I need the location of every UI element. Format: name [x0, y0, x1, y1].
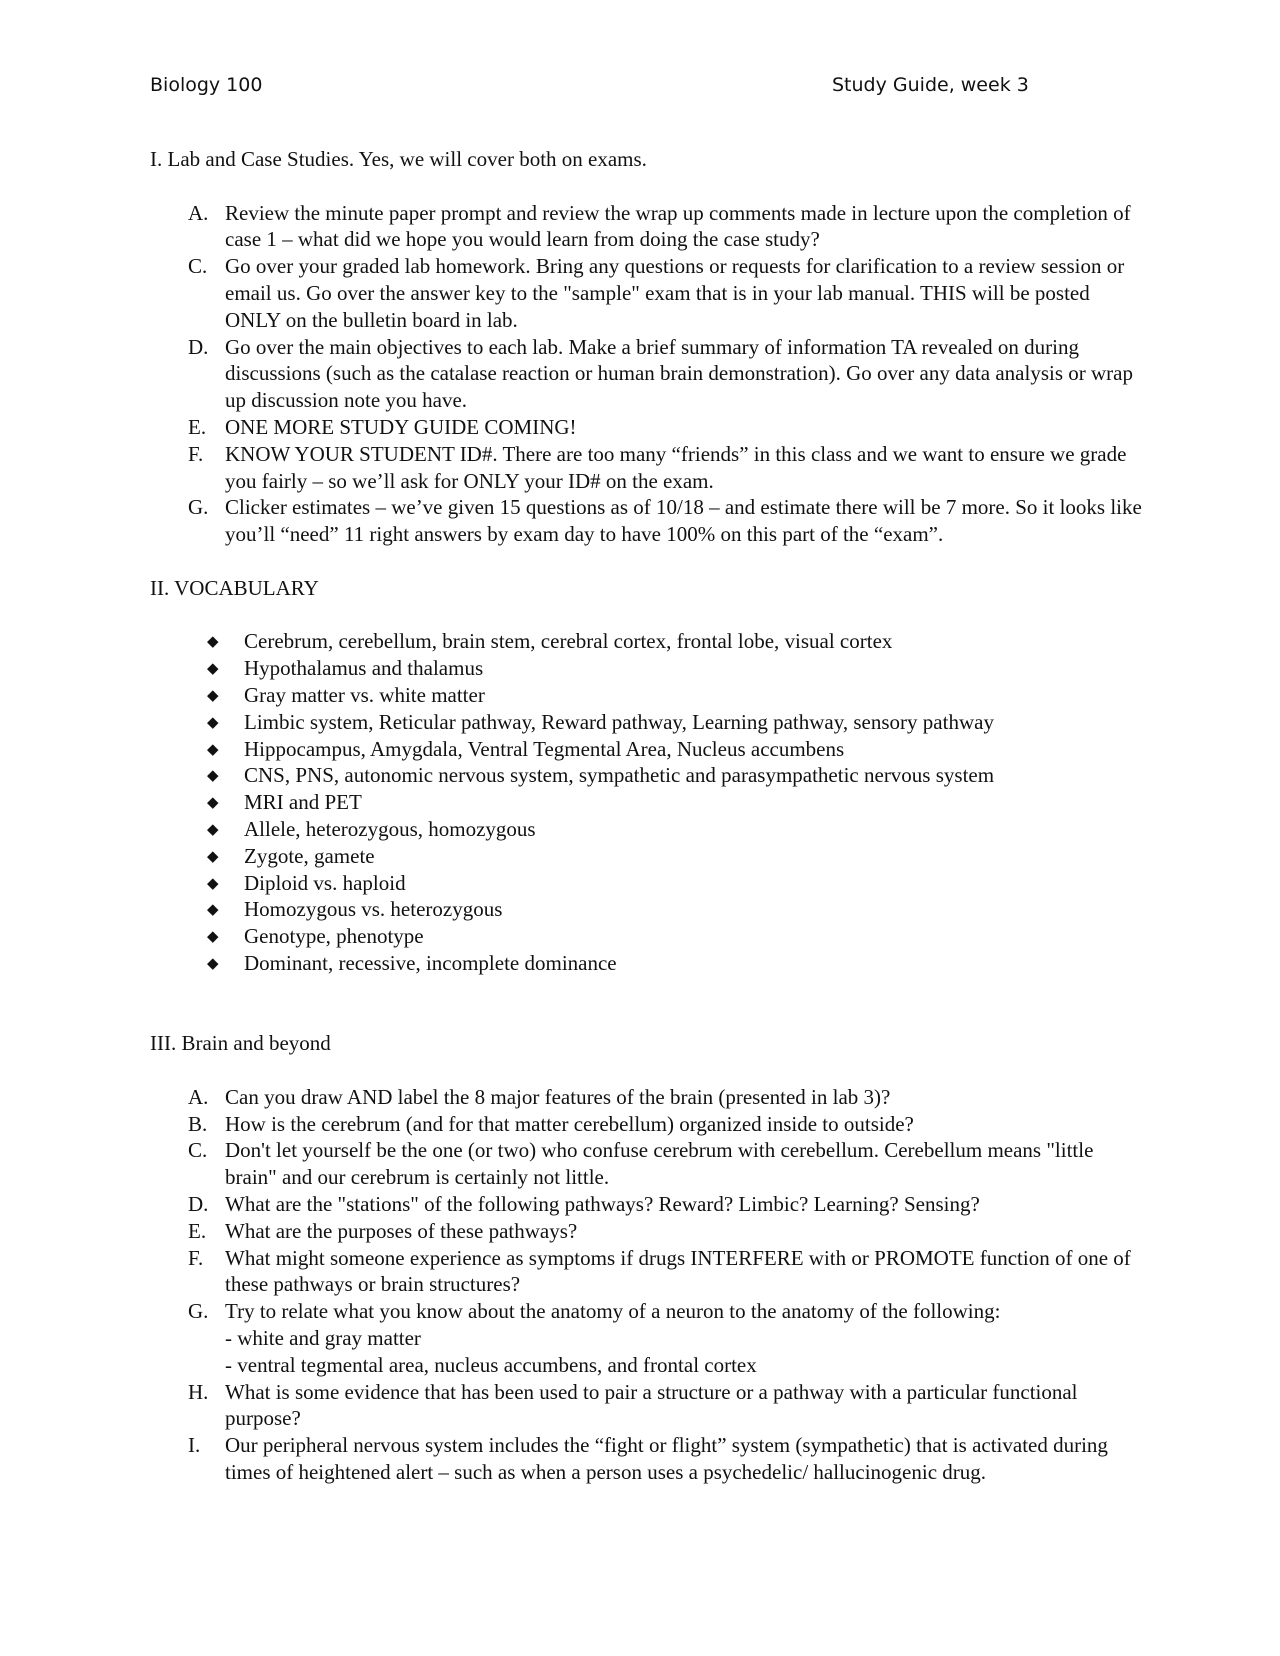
item-marker: D. [188, 1192, 209, 1217]
vocab-item [150, 762, 1150, 789]
vocab-item [150, 896, 1150, 923]
item-text: ONE MORE STUDY GUIDE COMING! [225, 414, 577, 439]
item-text: What is some evidence that has been used to pair a structure or a pathway with a particular functional purpose? [225, 1379, 1078, 1431]
item-text: Review the minute paper prompt and review the wrap up comments made in lecture upon the completion of case 1 – what did we hope you would learn from doing the case study? [225, 200, 1131, 252]
item-text: Try to relate what you know about the anatomy of a neuron to the anatomy of the following: [225, 1299, 1001, 1324]
diamond-bullet-icon: ◆ [207, 819, 219, 838]
vocabulary-list [150, 628, 1150, 976]
vocab-item [150, 870, 1150, 897]
vocab-text: Hippocampus, Amygdala, Ventral Tegmental Area, Nucleus accumbens [244, 736, 845, 761]
item-marker: A. [188, 1084, 209, 1109]
list-item [150, 1218, 1150, 1245]
item-text: Don't let yourself be the one (or two) who confuse cerebrum with cerebellum. Cerebellum means "little brain" and our cerebrum is certainly not little. [225, 1138, 1094, 1190]
diamond-bullet-icon: ◆ [207, 766, 219, 785]
vocab-item [150, 923, 1150, 950]
item-text: What are the "stations" of the following pathways? Reward? Limbic? Learning? Sensing? [225, 1192, 980, 1217]
vocab-item [150, 789, 1150, 816]
item-text: Can you draw AND label the 8 major features of the brain (presented in lab 3)? [225, 1084, 891, 1109]
item-marker: F. [188, 441, 204, 466]
item-marker: G. [188, 495, 209, 520]
section-3-title: III. Brain and beyond [150, 1031, 331, 1056]
item-text: How is the cerebrum (and for that matter cerebellum) organized inside to outside? [225, 1111, 914, 1136]
list-item [150, 1137, 1150, 1191]
vocab-text: Cerebrum, cerebellum, brain stem, cerebral cortex, frontal lobe, visual cortex [244, 629, 893, 654]
diamond-bullet-icon: ◆ [207, 846, 219, 865]
list-item [150, 200, 1150, 254]
vocab-text: Zygote, gamete [244, 843, 375, 868]
list-item [150, 253, 1150, 333]
list-item [150, 414, 1150, 441]
item-marker: A. [188, 200, 209, 225]
vocab-item [150, 843, 1150, 870]
diamond-bullet-icon: ◆ [207, 927, 219, 946]
sub-item-text: - ventral tegmental area, nucleus accumbens, and frontal cortex [225, 1352, 757, 1377]
item-text: What might someone experience as symptoms if drugs INTERFERE with or PROMOTE function of one of these pathways or brain structures? [225, 1245, 1131, 1297]
diamond-bullet-icon: ◆ [207, 712, 219, 731]
item-text: KNOW YOUR STUDENT ID#. There are too many “friends” in this class and we want to ensure we grade you fairly – so we’ll ask for ONLY your ID# on the exam. [225, 441, 1127, 493]
item-marker: B. [188, 1111, 208, 1136]
item-text: What are the purposes of these pathways? [225, 1218, 578, 1243]
diamond-bullet-icon: ◆ [207, 953, 219, 972]
vocab-text: Diploid vs. haploid [244, 870, 406, 895]
vocab-item [150, 950, 1150, 977]
list-item [150, 1298, 1150, 1378]
item-marker: C. [188, 254, 208, 279]
list-item [150, 1084, 1150, 1111]
vocab-item [150, 655, 1150, 682]
diamond-bullet-icon: ◆ [207, 659, 219, 678]
document-body [150, 146, 1150, 1513]
item-marker: G. [188, 1299, 209, 1324]
section-2-title: II. VOCABULARY [150, 575, 319, 600]
vocab-text: Dominant, recessive, incomplete dominance [244, 950, 617, 975]
item-marker: H. [188, 1379, 209, 1404]
section-1-title: I. Lab and Case Studies. Yes, we will cover both on exams. [150, 147, 647, 171]
vocab-text: Limbic system, Reticular pathway, Reward pathway, Learning pathway, sensory pathway [244, 709, 994, 734]
diamond-bullet-icon: ◆ [207, 685, 219, 704]
diamond-bullet-icon: ◆ [207, 739, 219, 758]
vocab-item [150, 709, 1150, 736]
list-item [150, 1191, 1150, 1218]
vocab-text: CNS, PNS, autonomic nervous system, sympathetic and parasympathetic nervous system [244, 763, 995, 788]
item-marker: E. [188, 414, 207, 439]
list-item [150, 494, 1150, 548]
diamond-bullet-icon: ◆ [207, 900, 219, 919]
diamond-bullet-icon: ◆ [207, 632, 219, 651]
vocab-text: Hypothalamus and thalamus [244, 656, 484, 681]
vocab-text: Genotype, phenotype [244, 924, 424, 949]
sub-item-text: - white and gray matter [225, 1326, 421, 1351]
list-item [150, 1111, 1150, 1138]
item-marker: E. [188, 1218, 207, 1243]
item-marker: F. [188, 1245, 204, 1270]
vocab-text: Homozygous vs. heterozygous [244, 897, 503, 922]
item-text: Our peripheral nervous system includes the “fight or flight” system (sympathetic) that is activated during times of heightened alert – such as when a person uses a psychedelic/ hallucinogenic drug. [225, 1433, 1108, 1485]
list-item [150, 441, 1150, 495]
section-3-list [150, 1084, 1150, 1486]
item-marker: C. [188, 1138, 208, 1163]
item-marker: I. [188, 1433, 201, 1458]
vocab-text: MRI and PET [244, 790, 362, 815]
vocab-text: Allele, heterozygous, homozygous [244, 816, 536, 841]
vocab-item [150, 816, 1150, 843]
vocab-text: Gray matter vs. white matter [244, 682, 485, 707]
item-text: Go over your graded lab homework. Bring any questions or requests for clarification to a review session or email us. Go over the answer key to the "sample" exam that is in your lab manual. THIS will be posted ONLY on the bulletin board in lab. [225, 254, 1125, 332]
list-item [150, 1379, 1150, 1433]
vocab-item [150, 682, 1150, 709]
list-item [150, 1245, 1150, 1299]
item-marker: D. [188, 334, 209, 359]
section-1-list [150, 200, 1150, 548]
item-text: Go over the main objectives to each lab. Make a brief summary of information TA revealed on during discussions (such as the catalase reaction or human brain demonstration). Go over any data analysis or wrap up discussion note you have. [225, 334, 1133, 413]
guide-header: Study Guide, week 3 [832, 74, 1029, 96]
course-header: Biology 100 [150, 74, 263, 96]
list-item [150, 334, 1150, 414]
vocab-item [150, 628, 1150, 655]
vocab-item [150, 736, 1150, 763]
diamond-bullet-icon: ◆ [207, 793, 219, 812]
diamond-bullet-icon: ◆ [207, 873, 219, 892]
item-text: Clicker estimates – we’ve given 15 questions as of 10/18 – and estimate there will be 7 more. So it looks like you’ll “need” 11 right answers by exam day to have 100% on this part of the “exam”. [225, 495, 1142, 547]
list-item [150, 1432, 1150, 1486]
